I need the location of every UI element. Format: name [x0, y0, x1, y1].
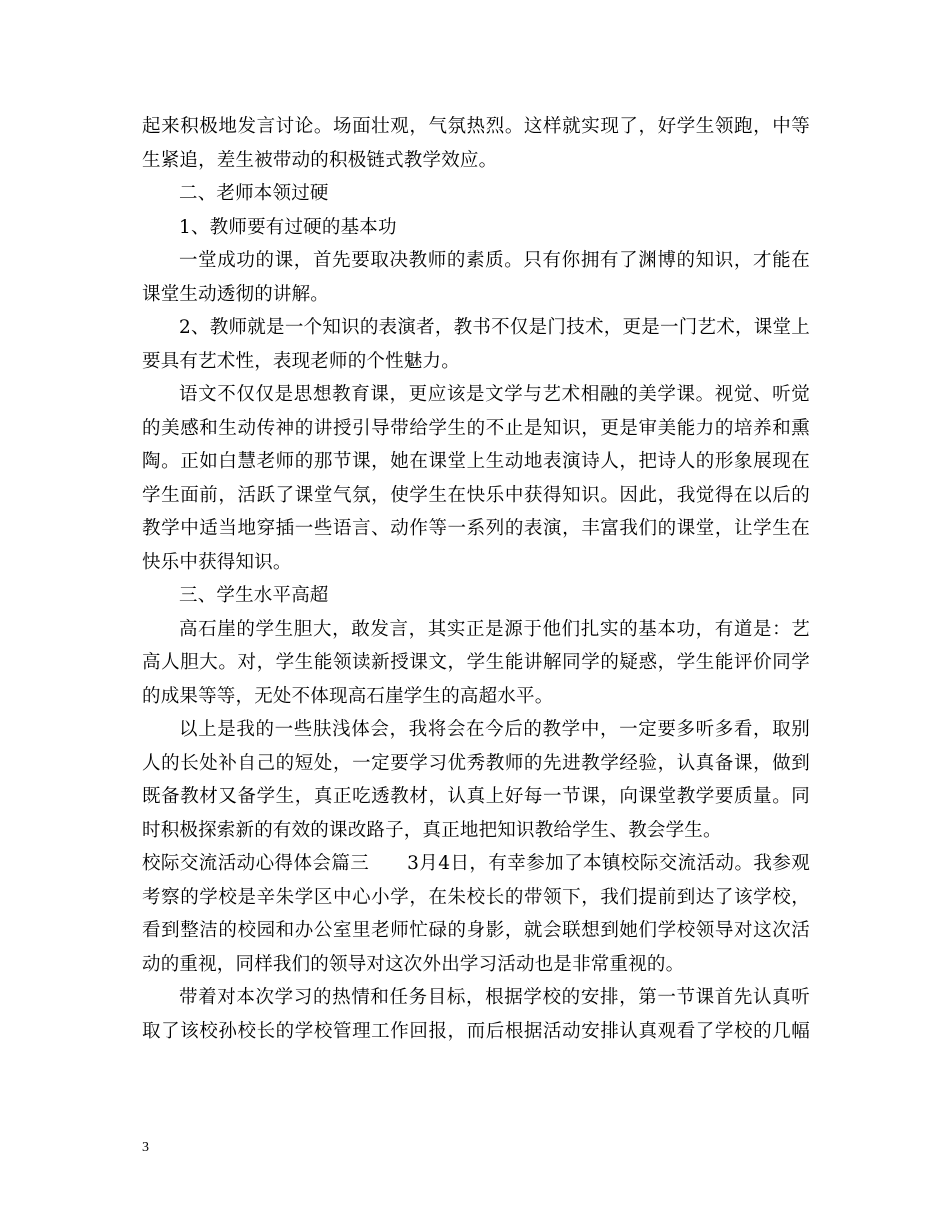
text-line: 生紧追，差生被带动的积极链式教学效应。	[142, 149, 498, 171]
text-line: 教学中适当地穿插一些语言、动作等一系列的表演，丰富我们的课堂，让学生在	[142, 518, 810, 539]
text-line: 以上是我的一些肤浅体会，我将会在今后的教学中，一定要多听多看，取别	[179, 719, 810, 740]
text-line: 看到整洁的校园和办公室里老师忙碌的身影，就会联想到她们学校领导对这次活	[142, 920, 810, 941]
text-line: 高石崖的学生胆大，敢发言，其实正是源于他们扎实的基本功，有道是：艺	[179, 618, 810, 640]
text-line: 三、学生水平高超	[179, 585, 329, 606]
text-line: 起来积极地发言讨论。场面壮观，气氛热烈。这样就实现了，好学生领跑，中等	[142, 116, 810, 137]
document-body	[142, 110, 810, 1048]
text-line: 1、教师要有过硬的基本功	[179, 216, 397, 238]
text-line: 校际交流活动心得体会篇三 3月4日，有幸参加了本镇校际交流活动。我参观	[142, 853, 810, 874]
text-line: 动的重视，同样我们的领导对这次外出学习活动也是非常重视的。	[142, 953, 685, 975]
text-line: 2、教师就是一个知识的表演者，教书不仅是门技术，更是一门艺术，课堂上	[179, 317, 810, 338]
text-line: 人的长处补自己的短处，一定要学习优秀教师的先进教学经验，认真备课，做到	[142, 752, 810, 774]
page-number: 3	[142, 1140, 149, 1155]
text-line: 陶。正如白慧老师的那节课，她在课堂上生动地表演诗人，把诗人的形象展现在	[142, 451, 810, 472]
text-line: 课堂生动透彻的讲解。	[142, 283, 330, 305]
text-line: 既备教材又备学生，真正吃透教材，认真上好每一节课，向课堂教学要质量。同	[142, 786, 810, 807]
text-line: 快乐中获得知识。	[142, 551, 292, 573]
text-line: 时积极探索新的有效的课改路子，真正地把知识教给学生、教会学生。	[142, 819, 722, 841]
text-line: 学生面前，活跃了课堂气氛，使学生在快乐中获得知识。因此，我觉得在以后的	[142, 484, 810, 506]
text-line: 的美感和生动传神的讲授引导带给学生的不止是知识，更是审美能力的培养和熏	[142, 417, 810, 439]
text-line: 带着对本次学习的热情和任务目标，根据学校的安排，第一节课首先认真听	[179, 987, 810, 1008]
text-line: 二、老师本领过硬	[179, 183, 329, 204]
text-line: 要具有艺术性，表现老师的个性魅力。	[142, 350, 460, 372]
text-line: 一堂成功的课，首先要取决教师的素质。只有你拥有了渊博的知识，才能在	[179, 250, 810, 271]
text-line: 考察的学校是辛朱学区中心小学，在朱校长的带领下，我们提前到达了该学校，	[142, 886, 810, 908]
text-line: 取了该校孙校长的学校管理工作回报，而后根据活动安排认真观看了学校的几幅	[142, 1020, 810, 1042]
text-line: 语文不仅仅是思想教育课，更应该是文学与艺术相融的美学课。视觉、听觉	[179, 384, 810, 405]
text-line: 高人胆大。对，学生能领读新授课文，学生能讲解同学的疑惑，学生能评价同学	[142, 652, 810, 673]
text-line: 的成果等等，无处不体现高石崖学生的高超水平。	[142, 685, 554, 707]
